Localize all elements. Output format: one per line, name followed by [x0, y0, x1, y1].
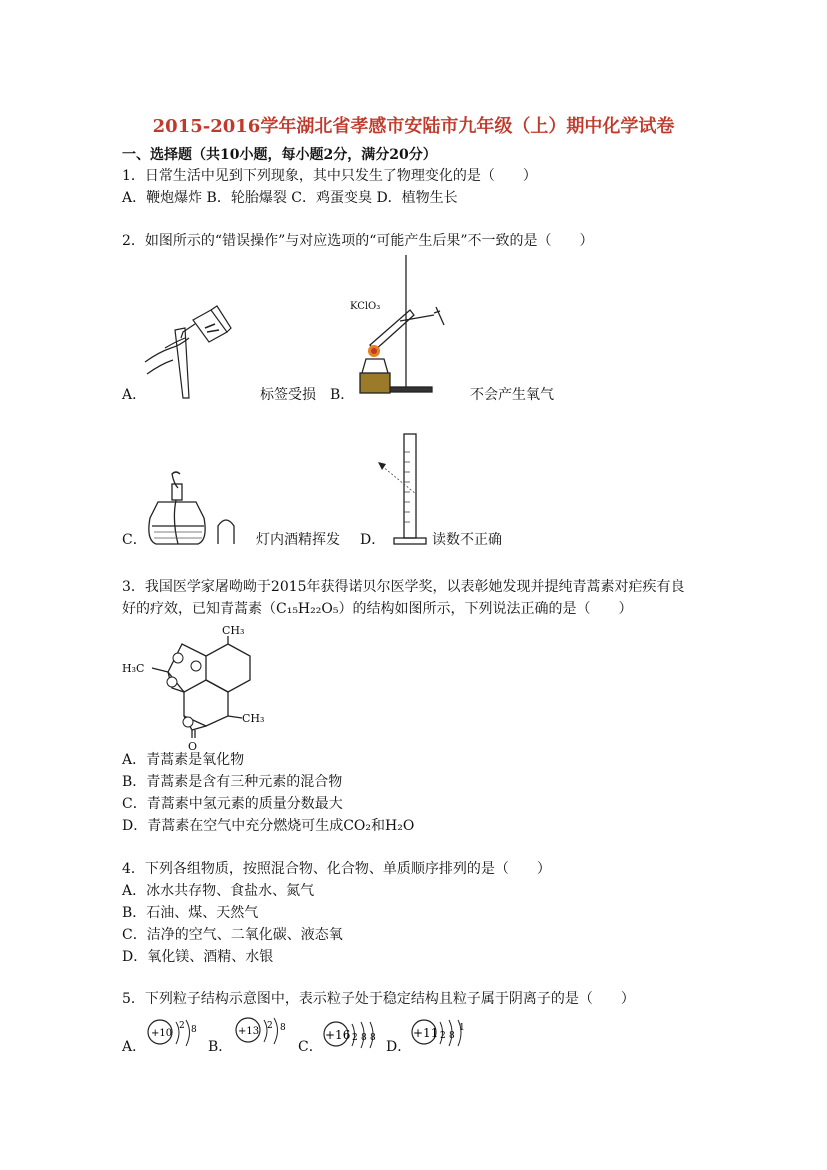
- q1-options: A．鞭炮爆炸 B．轮胎爆裂 C．鸡蛋变臭 D．植物生长: [122, 190, 458, 206]
- q5-c-shell-1: 2: [352, 1033, 358, 1043]
- q5-d-shell-3: 1: [459, 1023, 465, 1033]
- q2-a-pouring-image: [145, 302, 235, 402]
- q3-stem-line1: 3．我国医学家屠呦呦于2015年获得诺贝尔医学奖，以表彰她发现并提纯青蒿素对疟疾有良: [122, 579, 685, 595]
- q2-a-label: A．: [122, 387, 147, 403]
- q5-atom-diagram-c: [322, 1020, 386, 1054]
- q2-b-text: 不会产生氧气: [470, 387, 554, 403]
- q5-a-nucleus: +10: [151, 1028, 173, 1039]
- page-title: 2015-2016学年湖北省孝感市安陆市九年级（上）期中化学试卷: [152, 116, 675, 137]
- q5-b-nucleus: +13: [238, 1026, 260, 1037]
- q2-stem: 2．如图所示的“错误操作”与对应选项的“可能产生后果”不一致的是（ ）: [122, 233, 594, 249]
- q5-label-d: D．: [386, 1039, 412, 1055]
- q3-struct-h3c: H₃C: [122, 662, 145, 675]
- q3-option-a: A．青蒿素是氧化物: [122, 752, 245, 768]
- q5-c-shell-3: 8: [370, 1033, 376, 1043]
- q2-d-label: D．: [360, 532, 386, 548]
- q2-d-text: 读数不正确: [432, 532, 502, 548]
- q5-b-shell-2: 8: [280, 1023, 286, 1033]
- q5-a-shell-1: 2: [179, 1021, 185, 1031]
- q3-stem-line2: 好的疗效，已知青蒿素（C₁₅H₂₂O₅）的结构如图所示，下列说法正确的是（ ）: [122, 601, 633, 617]
- q4-option-b: B．石油、煤、天然气: [122, 905, 259, 921]
- q3-option-d: D．青蒿素在空气中充分燃烧可生成CO₂和H₂O: [122, 818, 415, 834]
- q5-c-shell-2: 8: [361, 1033, 367, 1043]
- q4-stem: 4．下列各组物质，按照混合物、化合物、单质顺序排列的是（ ）: [122, 861, 551, 877]
- section-heading: 一、选择题（共10小题，每小题2分，满分20分）: [122, 147, 437, 163]
- q2-b-label: B．: [330, 387, 355, 403]
- q5-atom-diagram-b: [234, 1016, 294, 1050]
- q5-atom-diagram-a: [146, 1018, 206, 1052]
- q2-b-heating-apparatus-image: [340, 255, 460, 400]
- q2-c-label: C．: [122, 532, 147, 548]
- q2-b-kclo3-label: KClO₃: [350, 301, 381, 312]
- q3-struct-ch3-top: CH₃: [222, 624, 245, 637]
- q4-option-d: D．氧化镁、酒精、水银: [122, 949, 274, 965]
- q5-a-shell-2: 8: [191, 1025, 197, 1035]
- q2-c-text: 灯内酒精挥发: [256, 532, 340, 548]
- q2-c-alcohol-lamp-image: [148, 470, 240, 550]
- q5-label-a: A．: [122, 1039, 147, 1055]
- q5-stem: 5．下列粒子结构示意图中，表示粒子处于稳定结构且粒子属于阴离子的是（ ）: [122, 991, 635, 1007]
- q1-stem: 1．日常生活中见到下列现象，其中只发生了物理变化的是（ ）: [122, 168, 537, 184]
- q5-d-shell-2: 8: [449, 1031, 455, 1041]
- q3-option-b: B．青蒿素是含有三种元素的混合物: [122, 774, 343, 790]
- q3-option-c: C．青蒿素中氢元素的质量分数最大: [122, 796, 343, 812]
- q5-d-nucleus: +11: [413, 1026, 439, 1040]
- q5-c-nucleus: +16: [325, 1028, 351, 1042]
- q4-option-c: C．洁净的空气、二氧化碳、液态氧: [122, 927, 343, 943]
- q3-struct-carbonyl-o: O: [188, 740, 198, 753]
- q5-b-shell-1: 2: [267, 1021, 273, 1031]
- q5-label-c: C．: [298, 1039, 323, 1055]
- q3-struct-ch3-right: CH₃: [242, 712, 265, 725]
- q4-option-a: A．冰水共存物、食盐水、氮气: [122, 883, 315, 899]
- q5-label-b: B．: [208, 1039, 233, 1055]
- q3-artemisinin-structure-image: [122, 622, 282, 753]
- q2-a-text: 标签受损: [260, 387, 316, 403]
- q5-d-shell-1: 2: [440, 1031, 446, 1041]
- q5-atom-diagram-d: [410, 1018, 474, 1052]
